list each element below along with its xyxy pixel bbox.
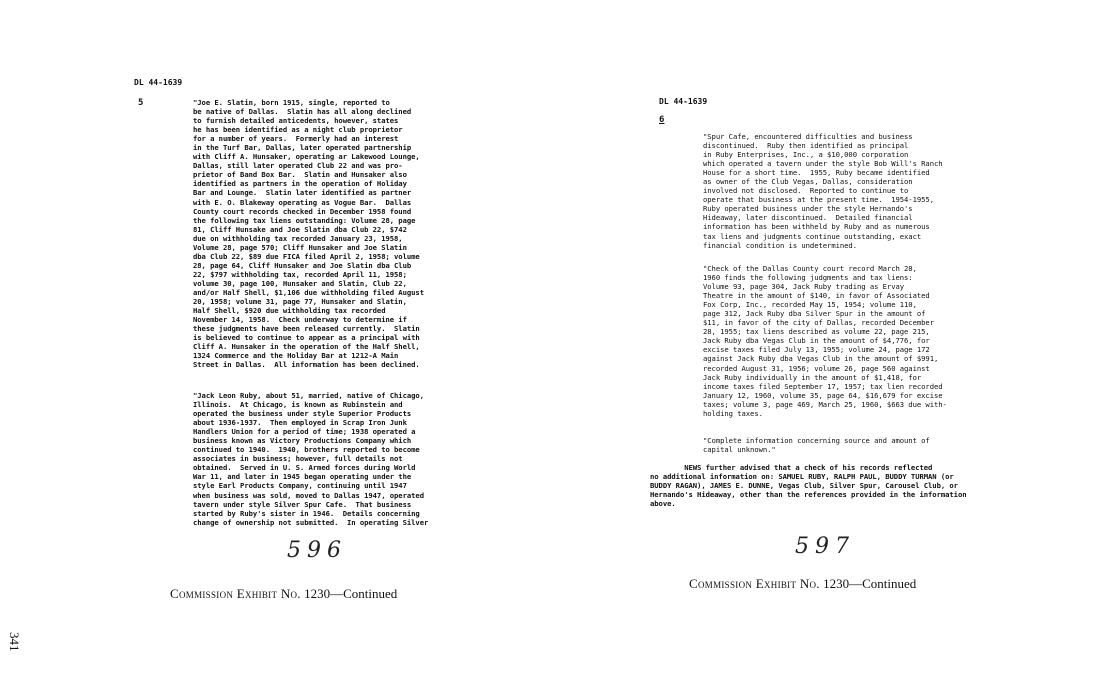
page-number: 6 — [659, 115, 665, 125]
handwritten-page-number: 596 — [287, 538, 347, 563]
paragraph-ruby: "Jack Leon Ruby, about 51, married, native of Chicago, Illinois. At Chicago, is known as Rubinstein and operated the business under style Superior Products about 1936-1937. Then employed in Scrap Iron Junk Handlers Union for a period of time; 1938 operated a business known as Victory Productions Company which continued to 1940. 1940, brothers reported to become associates in business; however, full details not obtained. Served in U. S. Armed forces during World War 11, and later in 1945 began operating under the style Earl Products Company, continuing until 1947 when business was sold, moved to Dallas 1947, operated tavern under style Silver Spur Cafe. That business started by Ruby's sister in 1946. Details concerning change of ownership not submitted. In operating Silver — [193, 391, 429, 527]
paragraph-slatin: "Joe E. Slatin, born 1915, single, reported to be native of Dallas. Slatin has all along declined to furnish detailed anticedents, however, states he has been identified as a night club proprietor for a number of years. Formerly had an interest in the Turf Bar, Dallas, later operated partnership with Cliff A. Hunsaker, operating ar Lakewood Lounge, Dallas, still later operated Club 22 and was pro- prietor of Band Box Bar. Slatin and Hunsaker also identified as partners in the operation of Holiday Bar and Lounge. Slatin later identified as partner with E. O. Blakeway operating as Vogue Bar. Dallas County court records checked in December 1958 found the following tax liens outstanding: Volume 28, page 81, Cliff Hunsake and Joe Slatin dba Club 22, $742 due on withholding tax recorded January 23, 1958, Volume 28, page 570; Cliff Hunsaker and Joe Slatin dba Club 22, $89 due FICA filed April 2, 1958; volume 28, page 64, Cliff Hunsaker and Joe Slatin dba Club 22, $797 withholding tax, recorded April 11, 1958; volume 30, page 100, Hunsaker and Slatin, Club 22, and/or Half Shell, $1,106 due withholding filed August 20, 1958; volume 31, page 77, Hunsaker and Slatin, Half Shell, $920 due withholding tax recorded November 14, 1958. Check underway to determine if these judgments have been released currently. Slatin is believed to continue to appear as a principal with Cliff A. Hunsaker in the operation of the Half Shell, 1324 Commerce and the Holiday Bar at 1212-A Main Street in Dallas. All information has been declined. — [193, 98, 424, 370]
paragraph-capital: "Complete information concerning source and amount of capital unknown." — [703, 436, 930, 455]
exhibit-caption — [170, 586, 397, 602]
caption-prefix: Commission Exhibit No. — [170, 586, 301, 601]
caption-suffix: —Continued — [849, 576, 917, 591]
paragraph-court-record: "Check of the Dallas County court record March 28, 1960 finds the following judgments and tax liens: Volume 93, page 304, Jack Ruby trading as Ervay Theatre in the amount of $140, in favor of Associated Fox Corp, Inc., recorded May 15, 1954; volume 110, page 312, Jack Ruby dba Silver Spur in the amount of $11, in favor of the city of Dallas, recorded December 28, 1955; tax liens described as volume 22, page 215, Jack Ruby dba Vegas Club in the amount of $4,776, for excise taxes filed July 13, 1955; volume 24, page 172 against Jack Ruby dba Vegas Club in the amount of $991, recorded August 31, 1956; volume 26, page 560 against Jack Ruby individually in the amount of $1,418, for income taxes filed September 17, 1957; tax lien recorded January 12, 1960, volume 35, page 64, $16,679 for excise taxes; volume 3, page 469, March 25, 1960, $663 due with- holding taxes. — [703, 264, 947, 418]
right-document-page — [547, 0, 1094, 691]
caption-number: 1230 — [823, 576, 850, 591]
margin-page-number: 341 — [7, 632, 22, 652]
caption-number: 1230 — [304, 586, 331, 601]
paragraph-news-advised: NEWS further advised that a check of his records reflected no additional information on: SAMUEL RUBY, RALPH PAUL, BUDDY TURMAN (or BUDDY RAGAN), JAMES E. DUNNE, Vegas Club, Silver Spur, Carousel Club, or Hernando's Hideaway, other than the references provided in the information above. — [650, 463, 967, 509]
caption-prefix: Commission Exhibit No. — [689, 576, 820, 591]
page-number: 5 — [138, 98, 144, 108]
caption-suffix: —Continued — [330, 586, 398, 601]
file-number: DL 44-1639 — [134, 78, 183, 87]
exhibit-caption — [689, 576, 916, 592]
paragraph-spur-cafe: "Spur Cafe, encountered difficulties and business discontinued. Ruby then identified as principal in Ruby Enterprises, Inc., a $10,000 corporation which operated a tavern under the style Bob Will's Ranch House for a short time. 1955, Ruby became identified as owner of the Club Vegas, Dallas, consideration involved not disclosed. Reported to continue to operate that business at the present time. 1954-1955, Ruby operated business under the style Hernando's Hideaway, later discontinued. Detailed financial information has been withheld by Ruby and as numerous tax liens and judgments continue outstanding, exact financial condition is undetermined. — [703, 132, 943, 250]
file-number: DL 44-1639 — [659, 97, 708, 106]
handwritten-page-number: 597 — [795, 534, 855, 559]
